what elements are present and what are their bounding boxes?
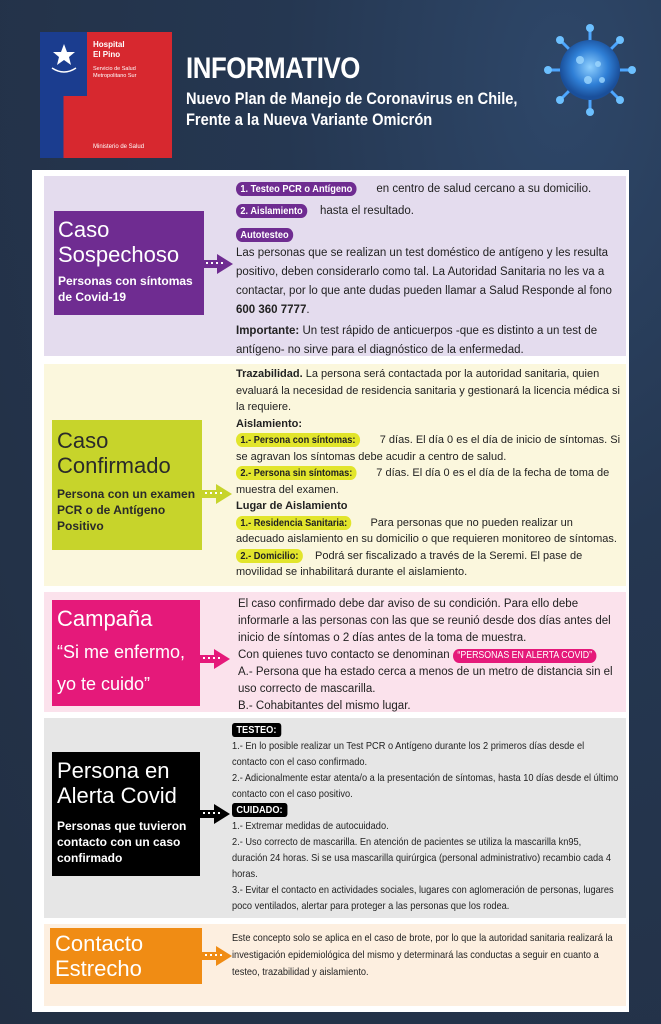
text-con-sintomas: 7 días. El día 0 es el día de inicio de síntomas. Si se agravan los síntomas debe acudir a centro de salud. (236, 434, 621, 463)
arrow-icon (200, 647, 230, 671)
trazabilidad-label: Trazabilidad. (236, 368, 303, 380)
tag-autotesteo: Autotesteo (236, 228, 293, 242)
chile-star-logo-icon (46, 38, 82, 78)
label-title: Campaña (57, 606, 153, 631)
label-title-2: Alerta Covid (57, 783, 177, 808)
confirmado-content (236, 366, 621, 581)
label-campana (52, 600, 200, 706)
lugar-label: Lugar de Aislamiento (236, 500, 348, 512)
campana-para2: Con quienes tuvo contacto se denominan (238, 649, 453, 661)
campana-para1: El caso confirmado debe dar aviso de su condición. Para ello debe informarle a las personas con las que se reunió desde dos días antes del inicio de síntomas o 2 días antes de la toma de muestra. (238, 598, 611, 644)
label-contacto-estrecho (50, 928, 202, 984)
arrow-icon (203, 252, 233, 276)
label-title-2: Sospechoso (58, 242, 180, 267)
importante-text: Un test rápido de anticuerpos -que es distinto a un test de antígeno- no sirve para el diagnóstico de la enfermedad. (236, 325, 598, 356)
coronavirus-icon (540, 20, 640, 120)
phone-end: . (306, 304, 310, 316)
label-title-1: Persona en (57, 758, 170, 783)
label-subtitle: Persona con un examen PCR o de Antígeno Positivo (57, 487, 196, 533)
label-caso-confirmado (52, 420, 202, 550)
tag-sin-sintomas: 2.- Persona sin síntomas: (236, 466, 357, 480)
alerta-t2: 2.- Adicionalmente estar atenta/o a la presentación de síntomas, hasta 10 días desde el último contacto con el caso positivo. (232, 772, 619, 800)
aislamiento-label: Aislamiento: (236, 417, 303, 430)
logo-hospital: Hospital (93, 40, 125, 49)
logo-el-pino: El Pino (93, 50, 121, 59)
text-residencia: Para personas que no pueden realizar un adecuado aislamiento en su domicilio o que requieren monitoreo de síntomas. (236, 516, 617, 545)
logo-red-block (87, 32, 172, 158)
arrow-icon (202, 944, 232, 968)
page-subtitle-1: Nuevo Plan de Manejo de Coronavirus en Chile, (186, 89, 518, 108)
label-title-2: Estrecho (55, 956, 142, 981)
label-title-2: Confirmado (57, 453, 171, 478)
contacto-content (232, 930, 622, 981)
label-quote-2: yo te cuido” (57, 674, 151, 694)
alerta-t1: 1.- En lo posible realizar un Test PCR o Antígeno durante los 2 primeros días desde el contacto con el caso confirmado. (232, 740, 585, 768)
contacto-text: Este concepto solo se aplica en el caso de brote, por lo que la autoridad sanitaria realizará la investigación epidemiológica del mismo y determinará las conductas a seguir en cuanto a testeo, trazabilidad y aislamiento. (232, 932, 613, 978)
tag-testeo: 1. Testeo PCR o Antígeno (236, 182, 357, 196)
logo-blue-block (40, 32, 87, 158)
alerta-c1: 1.- Extremar medidas de autocuidado. (232, 820, 389, 832)
logo-flag-bar (40, 96, 87, 158)
arrow-icon (200, 802, 230, 826)
page-title: INFORMATIVO (186, 52, 360, 85)
phone-number: 600 360 7777 (236, 304, 307, 316)
alerta-content (232, 722, 622, 914)
tag-cuidado: CUIDADO: (232, 803, 287, 817)
label-title-1: Caso (57, 428, 109, 453)
alerta-c2: 2.- Uso correcto de mascarilla. En atención de pacientes se utiliza la mascarilla kn95, duración 24 horas. Si se usa mascarilla quirúrgica (personal administrativo) recambio cada 4 horas. (232, 836, 612, 880)
tag-domicilio: 2.- Domicilio: (236, 549, 303, 563)
importante-label: Importante: (236, 325, 300, 337)
tag-residencia: 1.- Residencia Sanitaria: (236, 516, 352, 530)
tag-alerta-covid: “PERSONAS EN ALERTA COVID” (453, 649, 596, 663)
label-caso-sospechoso (54, 211, 204, 315)
label-quote-1: “Si me enfermo, (57, 642, 186, 662)
text-testeo: en centro de salud cercano a su domicilio. (373, 183, 592, 195)
tag-aislamiento: 2. Aislamiento (236, 204, 307, 218)
logo-ministerio: Ministerio de Salud (93, 144, 145, 150)
campana-item-a: A.- Persona que ha estado cerca a menos de un metro de distancia sin el uso correcto de mascarilla. (238, 666, 613, 695)
tag-testeo: TESTEO: (232, 723, 281, 737)
trazabilidad-text: La persona será contactada por la autoridad sanitaria, quien evaluará la necesidad de residencia sanitaria y gestionará la licencia médica si la requiere. (236, 368, 620, 413)
tag-con-sintomas: 1.- Persona con síntomas: (236, 433, 360, 447)
text-autotesteo: Las personas que se realizan un test doméstico de antígeno y les resulta positivo, deben considerarlo como tal. La Autoridad Sanitaria no les va a contactar, por lo que ante dudas pueden llamar a Salud Responde al fono (236, 247, 612, 297)
hospital-logo (40, 32, 172, 158)
text-domicilio: Podrá ser fiscalizado a través de la Seremi. El pase de movilidad se inhabilitará durante el aislamiento. (236, 549, 583, 578)
logo-servicio: Servicio de Salud (93, 66, 136, 72)
text-aislamiento: hasta el resultado. (316, 205, 414, 217)
label-title-1: Contacto (55, 931, 144, 956)
label-title-1: Caso (58, 217, 110, 242)
text-sin-sintomas: 7 días. El día 0 es el día de la fecha de toma de muestra del examen. (236, 467, 610, 496)
label-subtitle: Personas con síntomas de Covid-19 (58, 274, 193, 304)
campana-item-b: B.- Cohabitantes del mismo lugar. (238, 700, 411, 712)
sospechoso-content (236, 180, 621, 360)
alerta-c3: 3.- Evitar el contacto en actividades sociales, lugares con aglomeración de personas, lugares poco ventilados, alertar para proteger a las personas que los rodea. (232, 884, 614, 912)
logo-metropolitano: Metropolitano Sur (93, 73, 137, 79)
arrow-icon (202, 482, 232, 506)
label-alerta-covid (52, 752, 200, 876)
label-subtitle: Personas que tuvieron contacto con un caso confirmado (57, 819, 187, 865)
campana-content (238, 596, 620, 715)
page-subtitle-2: Frente a la Nueva Variante Omicrón (186, 110, 433, 129)
